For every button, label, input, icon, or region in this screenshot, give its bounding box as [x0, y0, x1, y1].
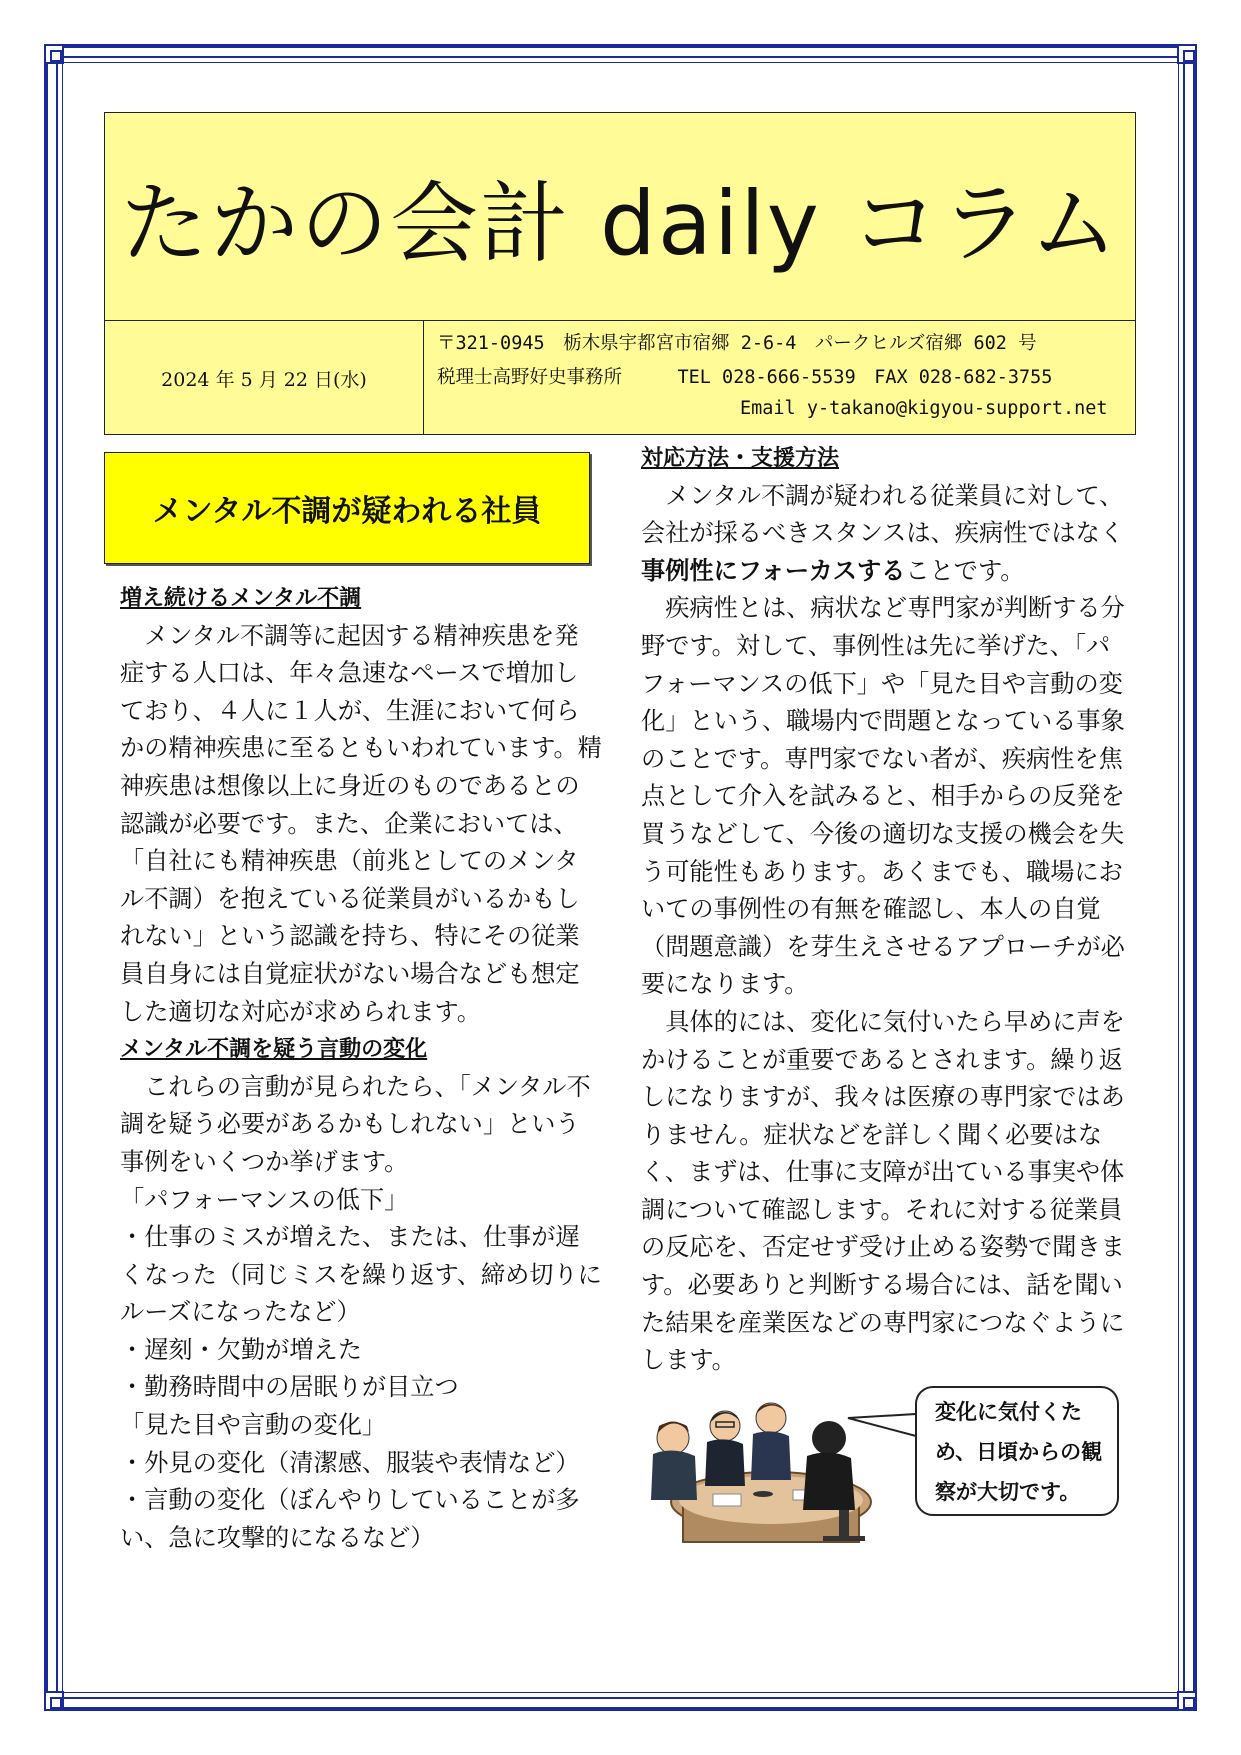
corner-ornament: [44, 1691, 64, 1711]
list-item: ・仕事のミスが増えた、または、仕事が遅くなった（同じミスを繰り返す、締め切りにルーズになったなど）: [120, 1223, 602, 1327]
list-item: ・遅刻・欠勤が増えた: [120, 1335, 362, 1364]
paragraph-text: ことです。: [905, 556, 1025, 585]
section-heading: メンタル不調を疑う言動の変化: [120, 1037, 428, 1063]
body-paragraph: [641, 478, 1126, 591]
emphasis-text: 事例性にフォーカスする: [641, 556, 906, 585]
body-paragraph: 具体的には、変化に気付いたら早めに声をかけることが重要であるとされます。繰り返しになりますが、我々は医療の専門家ではありません。症状などを詳しく聞く必要はなく、まずは、仕事に支障が出ている事実や体調について確認します。それに対する従業員の反応を、否定せず受け止める姿勢で聞きます。必要ありと判断する場合には、話を聞いた結果を産業医などの専門家につなぐようにします。: [641, 1007, 1125, 1375]
issue-date: 2024 年 5 月 22 日(水): [105, 321, 424, 435]
topic-title-box: メンタル不調が疑われる社員: [104, 452, 590, 564]
body-paragraph: メンタル不調等に起因する精神疾患を発症する人口は、年々急速なペースで増加しており、４人に１人が、生涯において何らかの精神疾患に至るともいわれています。精神疾患は想像以上に身近のものであるとの認識が必要です。また、企業においては、「自社にも精神疾患（前兆としてのメンタル不調）を抱えている従業員がいるかもしれない」という認識を持ち、特にその従業員自身には自覚症状がない場合なども想定した適切な対応が求められます。: [120, 621, 602, 1026]
body-paragraph: これらの言動が見られたら、「メンタル不調を疑う必要があるかもしれない」という事例をいくつか挙げます。: [120, 1072, 591, 1176]
list-item: ・外見の変化（清潔感、服装や表情など）: [120, 1448, 580, 1477]
list-item: ・勤務時間中の居眠りが目立つ: [120, 1373, 459, 1402]
sub-heading: 「見た目や言動の変化」: [120, 1411, 387, 1440]
sub-heading: 「パフォーマンスの低下」: [120, 1185, 409, 1214]
header-info-row: [105, 320, 1135, 435]
bubble-line: 察が大切です。: [935, 1480, 1081, 1504]
office-email: Email y-takano@kigyou-support.net: [740, 398, 1108, 419]
office-address: 〒321-0945 栃木県宇都宮市宿郷 2-6-4 パークヒルズ宿郷 602 号: [437, 333, 1037, 354]
newsletter-header: [104, 112, 1136, 435]
section-heading: 増え続けるメンタル不調: [120, 586, 362, 611]
right-column: [641, 440, 1126, 1380]
list-item: ・言動の変化（ぼんやりしていることが多い、急に攻撃的になるなど）: [120, 1486, 580, 1552]
speech-bubble: [915, 1386, 1119, 1516]
newsletter-title: たかの会計 daily コラム: [120, 171, 1120, 275]
bubble-line: 変化に気付くた: [935, 1400, 1082, 1424]
body-paragraph: 疾病性とは、病状など専門家が判断する分野です。対して、事例性は先に挙げた、「パフォーマンスの低下」や「見た目や言動の変化」という、職場内で問題となっている事象のことです。専門家でない者が、疾病性を焦点として介入を試みると、相手からの反発を買うなどして、今後の適切な支援の機会を失う可能性もあります。あくまでも、職場においての事例性の有無を確認し、本人の自覚（問題意識）を芽生えさせるアプローチが必要になります。: [641, 594, 1125, 999]
section-heading: 対応方法・支援方法: [641, 446, 840, 471]
speech-bubble-tail: [846, 1410, 926, 1450]
bubble-line: め、日頃からの観: [935, 1440, 1103, 1464]
corner-ornament: [1177, 1691, 1197, 1711]
corner-ornament: [1177, 44, 1197, 64]
corner-ornament: [44, 44, 64, 64]
left-column: [120, 580, 602, 1557]
office-contact: 税理士高野好史事務所 TEL 028-666-5539 FAX 028-682-3755: [437, 367, 1053, 388]
paragraph-text: メンタル不調が疑われる従業員に対して、会社が採るべきスタンスは、疾病性ではなく: [641, 481, 1125, 548]
